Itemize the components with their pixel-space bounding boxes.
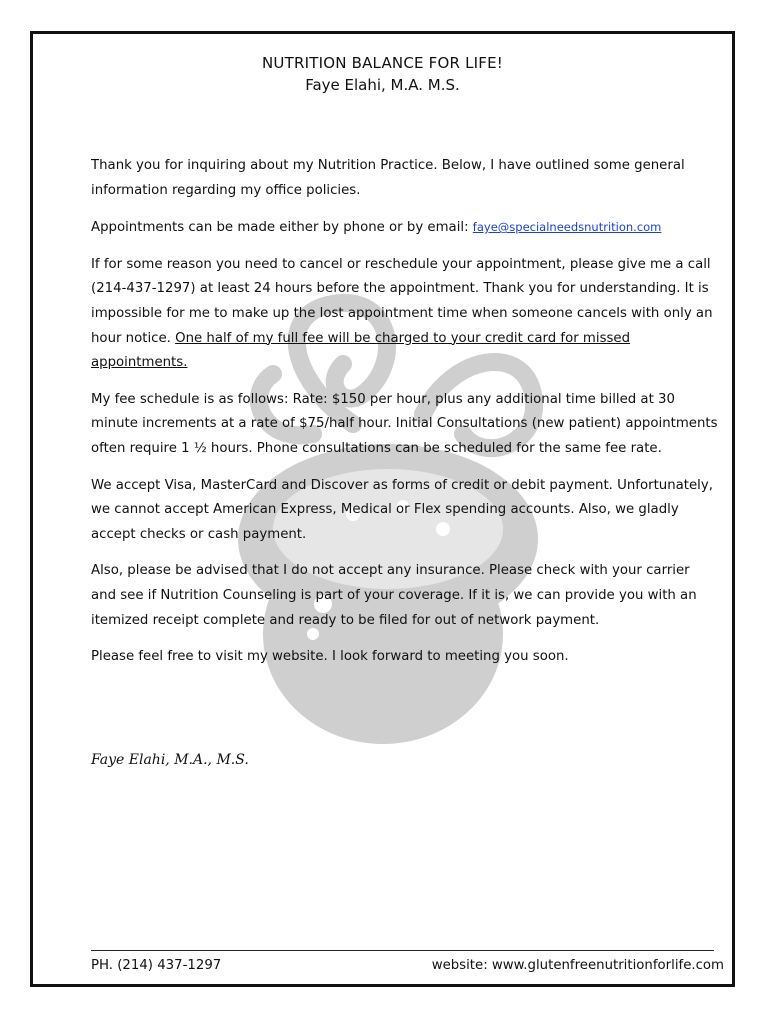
footer-phone: PH. (214) 437-1297: [91, 958, 222, 973]
paragraph-payment: We accept Visa, MasterCard and Discover as forms of credit or debit payment. Unfortunately, we cannot accept American Express, Medical or Flex spending accounts. Also, we gladly accept checks or cash payment.: [91, 477, 713, 542]
letter-page: [30, 31, 735, 987]
paragraph-closing: Please feel free to visit my website. I look forward to meeting you soon.: [91, 649, 569, 665]
paragraph-appointments: [91, 215, 718, 241]
letter-title: NUTRITION BALANCE FOR LIFE!: [262, 54, 503, 72]
footer-divider: [91, 950, 714, 951]
letter-content: [33, 34, 732, 984]
letter-body: [91, 154, 718, 682]
footer: [91, 958, 724, 973]
signature: Faye Elahi, M.A., M.S.: [91, 752, 249, 768]
paragraph-intro: Thank you for inquiring about my Nutrition Practice. Below, I have outlined some general information regarding my office policies.: [91, 158, 685, 198]
paragraph-insurance: Also, please be advised that I do not accept any insurance. Please check with your carrier and see if Nutrition Counseling is part of your coverage. If it is, we can provide you with an itemized receipt complete and ready to be filed for out of network payment.: [91, 563, 697, 628]
cancellation-text: If for some reason you need to cancel or reschedule your appointment, please give me a call (214-437-1297) at least 24 hours before the appointment. Thank you for understanding. It is impossible for me to make up the lost appointment time when someone cancels with only an hour notice.: [91, 256, 713, 346]
paragraph-fees: My fee schedule is as follows: Rate: $150 per hour, plus any additional time billed at 30 minute increments at a rate of $75/half hour. Initial Consultations (new patient) appointments often require 1 ½ hours. Phone consultations can be scheduled for the same fee rate.: [91, 391, 718, 456]
letter-author: Faye Elahi, M.A. M.S.: [305, 76, 460, 94]
footer-website[interactable]: website: www.glutenfreenutritionforlife.com: [431, 958, 724, 973]
letter-header: [33, 52, 732, 96]
missed-fee-notice: One half of my full fee will be charged to your credit card for missed appointments.: [91, 330, 631, 371]
appointments-text: Appointments can be made either by phone or by email:: [91, 220, 473, 236]
email-link[interactable]: faye@specialneedsnutrition.com: [472, 220, 662, 235]
paragraph-cancellation: [91, 253, 718, 376]
